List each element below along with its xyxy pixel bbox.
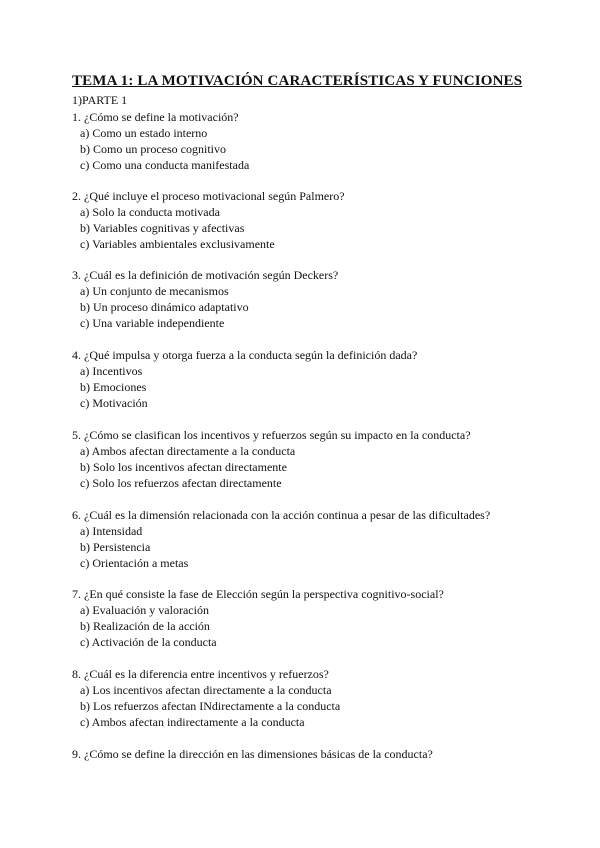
question-text: 9. ¿Cómo se define la dirección en las dimensiones básicas de la conducta? [72,747,433,761]
part-heading: 1)PARTE 1 [72,93,128,107]
option-b: b) Solo los incentivos afectan directamente [80,460,287,474]
option-b: b) Persistencia [80,540,151,554]
option-c: c) Una variable independiente [80,316,225,330]
question-7 [72,586,572,650]
option-c: c) Variables ambientales exclusivamente [80,237,275,251]
question-text: 5. ¿Cómo se clasifican los incentivos y refuerzos según su impacto en la conducta? [72,428,471,442]
option-c: c) Solo los refuerzos afectan directamente [80,476,282,490]
option-a: a) Como un estado interno [80,126,208,140]
option-b: b) Un proceso dinámico adaptativo [80,300,249,314]
question-3 [72,267,572,331]
question-text: 8. ¿Cuál es la diferencia entre incentivos y refuerzos? [72,667,329,681]
option-c: c) Como una conducta manifestada [80,158,250,172]
option-c: c) Activación de la conducta [80,635,217,649]
question-4 [72,347,572,411]
question-text: 6. ¿Cuál es la dimensión relacionada con la acción continua a pesar de las dificultades? [72,508,491,522]
option-c: c) Orientación a metas [80,556,189,570]
option-c: c) Ambos afectan indirectamente a la conducta [80,715,305,729]
option-a: a) Ambos afectan directamente a la conducta [80,444,296,458]
option-b: b) Realización de la acción [80,619,210,633]
page-title: TEMA 1: LA MOTIVACIÓN CARACTERÍSTICAS Y FUNCIONES [72,73,523,89]
option-b: b) Variables cognitivas y afectivas [80,221,245,235]
question-2 [72,188,572,252]
option-a: a) Los incentivos afectan directamente a la conducta [80,683,332,697]
option-b: b) Como un proceso cognitivo [80,142,226,156]
option-a: a) Solo la conducta motivada [80,205,220,219]
question-text: 4. ¿Qué impulsa y otorga fuerza a la conducta según la definición dada? [72,348,418,362]
question-text: 3. ¿Cuál es la definición de motivación según Deckers? [72,268,339,282]
question-text: 2. ¿Qué incluye el proceso motivacional según Palmero? [72,189,345,203]
option-b: b) Los refuerzos afectan INdirectamente a la conducta [80,699,341,713]
question-6 [72,507,572,571]
option-a: a) Un conjunto de mecanismos [80,284,229,298]
question-text: 7. ¿En qué consiste la fase de Elección según la perspectiva cognitivo-social? [72,587,444,601]
question-9 [72,746,572,762]
question-5 [72,427,572,491]
option-b: b) Emociones [80,380,147,394]
question-text: 1. ¿Cómo se define la motivación? [72,110,239,124]
option-c: c) Motivación [80,396,148,410]
option-a: a) Intensidad [80,524,143,538]
question-1 [72,109,572,173]
option-a: a) Evaluación y valoración [80,603,209,617]
option-a: a) Incentivos [80,364,143,378]
question-8 [72,666,572,730]
